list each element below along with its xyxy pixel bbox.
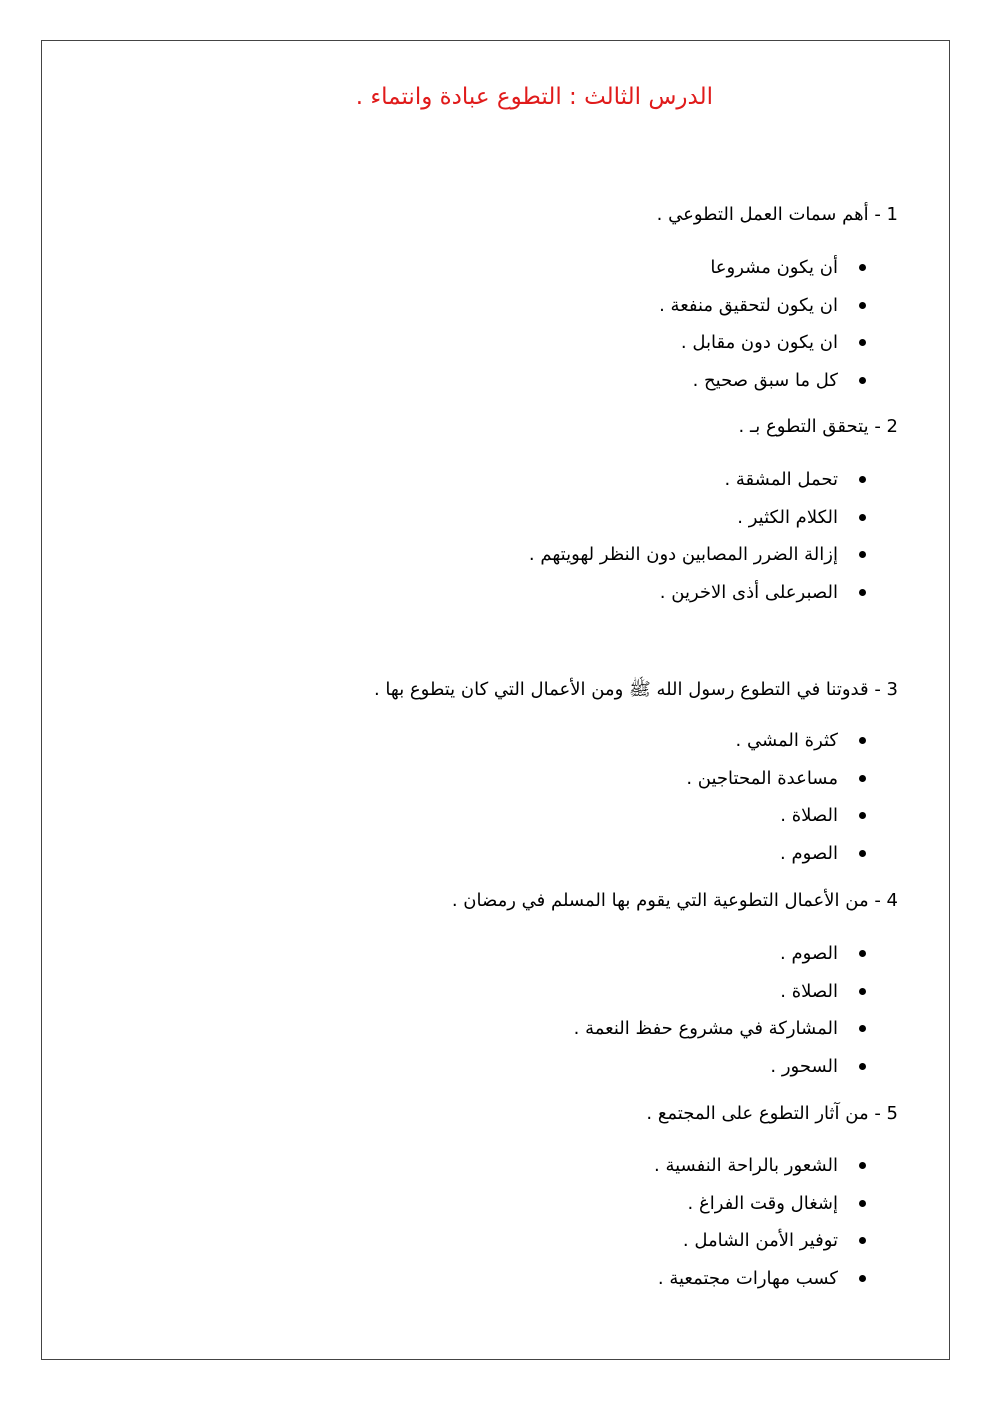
bullet-icon <box>859 775 866 782</box>
bullet-icon <box>859 737 866 744</box>
bullet-icon <box>859 551 866 558</box>
bullet-icon <box>859 476 866 483</box>
bullet-icon <box>859 264 866 271</box>
list-item <box>529 505 866 543</box>
bullet-icon <box>859 339 866 346</box>
question-number: 5 <box>886 1103 898 1124</box>
bullet-icon <box>859 1162 866 1169</box>
list-item <box>654 1228 866 1266</box>
list-item <box>574 1054 866 1092</box>
list-item <box>654 1153 866 1191</box>
bullet-icon <box>859 1275 866 1282</box>
bullet-icon <box>859 377 866 384</box>
question-number: 1 <box>886 204 898 225</box>
question-3-options <box>686 728 866 879</box>
list-item <box>654 1191 866 1229</box>
list-item <box>574 979 866 1017</box>
question-text: من آثار التطوع على المجتمع . <box>646 1103 869 1124</box>
bullet-icon <box>859 1063 866 1070</box>
question-4: 4 - من الأعمال التطوعية التي يقوم بها المسلم في رمضان . <box>451 890 898 911</box>
question-number: 2 <box>886 416 898 437</box>
question-3: 3 - قدوتنا في التطوع رسول الله ﷺ ومن الأعمال التي كان يتطوع بها . <box>373 679 898 700</box>
list-item <box>574 941 866 979</box>
question-2: 2 - يتحقق التطوع بـ . <box>738 416 898 437</box>
list-item <box>659 293 866 331</box>
bullet-icon <box>859 812 866 819</box>
option-text: الصلاة . <box>780 980 838 1002</box>
list-item <box>529 542 866 580</box>
option-text: كثرة المشي . <box>735 730 838 751</box>
question-text: قدوتنا في التطوع رسول الله ﷺ ومن الأعمال التي كان يتطوع بها . <box>373 679 869 700</box>
option-text: أن يكون مشروعا <box>710 257 838 278</box>
option-text: ان يكون لتحقيق منفعة . <box>659 294 838 316</box>
list-item <box>659 368 866 406</box>
option-text: الصوم . <box>780 843 838 865</box>
list-item <box>686 766 866 804</box>
list-item <box>659 330 866 368</box>
bullet-icon <box>859 302 866 309</box>
option-text: الصلاة . <box>780 805 838 827</box>
list-item <box>529 580 866 618</box>
list-item <box>654 1266 866 1304</box>
question-text: من الأعمال التطوعية التي يقوم بها المسلم في رمضان . <box>451 890 869 911</box>
list-item <box>686 728 866 766</box>
list-item <box>574 1016 866 1054</box>
bullet-icon <box>859 1025 866 1032</box>
option-text: السحور . <box>770 1056 838 1078</box>
option-text: كل ما سبق صحيح . <box>692 370 838 392</box>
bullet-icon <box>859 589 866 596</box>
bullet-icon <box>859 1200 866 1207</box>
option-text: تحمل المشقة . <box>724 469 838 490</box>
question-5: 5 - من آثار التطوع على المجتمع . <box>646 1103 898 1124</box>
bullet-icon <box>859 1237 866 1244</box>
bullet-icon <box>859 850 866 857</box>
question-1: 1 - أهم سمات العمل التطوعي . <box>656 204 898 225</box>
list-item <box>529 467 866 505</box>
question-text: يتحقق التطوع بـ . <box>738 416 869 437</box>
question-4-options <box>574 941 866 1092</box>
question-5-options <box>654 1153 866 1304</box>
option-text: الصبرعلى أذى الاخرين . <box>659 582 838 604</box>
list-item <box>686 803 866 841</box>
question-number: 3 <box>886 679 898 700</box>
option-text: المشاركة في مشروع حفظ النعمة . <box>573 1018 838 1040</box>
list-item <box>659 255 866 293</box>
option-text: إشغال وقت الفراغ . <box>687 1192 838 1214</box>
bullet-icon <box>859 514 866 521</box>
question-text: أهم سمات العمل التطوعي . <box>656 204 869 225</box>
option-text: كسب مهارات مجتمعية . <box>657 1268 838 1290</box>
question-1-options <box>659 255 866 406</box>
option-text: مساعدة المحتاجين . <box>686 767 838 789</box>
lesson-title: الدرس الثالث : التطوع عبادة وانتماء . <box>355 84 713 110</box>
option-text: الصوم . <box>780 943 838 964</box>
option-text: إزالة الضرر المصابين دون النظر لهويتهم . <box>528 544 838 566</box>
question-2-options <box>529 467 866 618</box>
option-text: الشعور بالراحة النفسية . <box>654 1155 838 1176</box>
option-text: توفير الأمن الشامل . <box>682 1230 838 1252</box>
list-item <box>686 841 866 879</box>
bullet-icon <box>859 988 866 995</box>
option-text: ان يكون دون مقابل . <box>680 332 838 354</box>
bullet-icon <box>859 950 866 957</box>
question-number: 4 <box>886 890 898 911</box>
option-text: الكلام الكثير . <box>737 506 838 528</box>
